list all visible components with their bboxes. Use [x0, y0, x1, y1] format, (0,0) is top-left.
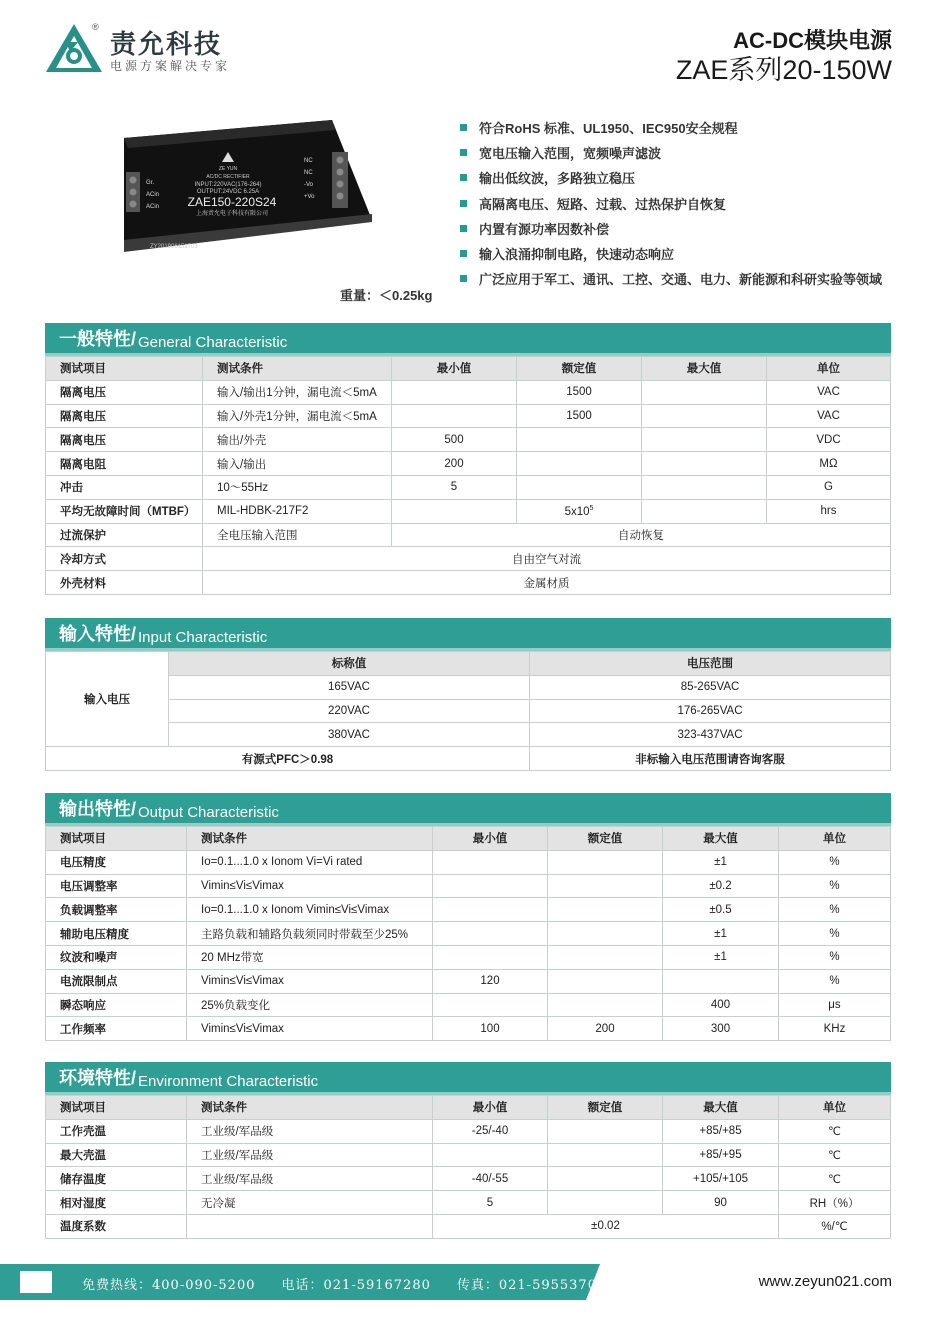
registered-mark: ®	[92, 22, 99, 32]
table-row: 电压精度 Io=0.1...1.0 x Ionom Vi=Vi rated ±1 %	[46, 850, 891, 874]
fax: 传真：021-59553702	[456, 1278, 607, 1293]
hotline: 免费热线：400-090-5200	[82, 1278, 256, 1293]
table-row: 工作壳温 工业级/军品级 -25/-40 +85/+85 ℃	[46, 1119, 891, 1143]
table-row: 过流保护 全电压输入范围 自动恢复	[46, 523, 891, 547]
table-row: 储存温度 工业级/军品级 -40/-55 +105/+105 ℃	[46, 1167, 891, 1191]
website-link[interactable]: www.zeyun021.com	[758, 1273, 892, 1290]
label-brand: ZE YUN	[218, 166, 238, 172]
table-header-row: 输入电压 标称值 电压范围	[46, 652, 891, 676]
table-row: 隔离电压 输出/外壳 500 VDC	[46, 428, 891, 452]
table-row: 外壳材料 金属材质	[46, 571, 891, 595]
input-table	[45, 651, 891, 771]
table-row: 隔离电阻 输入/输出 200 MΩ	[46, 452, 891, 476]
table-row: 冲击 10～55Hz 5 G	[46, 475, 891, 499]
weight-note: 重量：＜0.25kg	[340, 288, 433, 303]
environment-section-header: 环境特性/ Environment Characteristic	[45, 1062, 891, 1092]
mtbf-value: $5x10^5$	[517, 499, 642, 523]
input-section-header: 输入特性/ Input Characteristic	[45, 618, 891, 648]
pin-right-2: NC	[304, 170, 313, 176]
table-row: 平均无故障时间（MTBF） MIL-HDBK-217F2 $5x10^5$ hrs	[46, 499, 891, 523]
square-bullet-icon	[460, 174, 467, 181]
square-bullet-icon	[460, 149, 467, 156]
pin-right-4: +Vo	[304, 194, 315, 200]
table-row: 165VAC 85-265VAC	[46, 675, 891, 699]
pin-right-3: -Vo	[304, 182, 314, 188]
table-row: 工作频率 Vimin≤Vi≤Vimax 100 200 300 KHz	[46, 1017, 891, 1041]
feature-item: 广泛应用于军工、通讯、工控、交通、电力、新能源和科研实验等领域	[460, 266, 882, 291]
brand-slogan: 电源方案解决专家	[110, 59, 231, 73]
table-row: 380VAC 323-437VAC	[46, 723, 891, 747]
feature-item: 内置有源功率因数补偿	[460, 216, 882, 241]
table-row: 有源式PFC＞0.98 非标输入电压范围请咨询客服	[46, 747, 891, 771]
table-row: 电流限制点 Vimin≤Vi≤Vimax 120 %	[46, 969, 891, 993]
table-row: 电压调整率 Vimin≤Vi≤Vimax ±0.2 %	[46, 874, 891, 898]
phone: 电话：021-59167280	[281, 1278, 431, 1293]
feature-item: 宽电压输入范围，宽频噪声滤波	[460, 140, 882, 165]
series-title: ZAE系列20-150W	[675, 55, 892, 85]
table-header-row: 测试项目 测试条件 最小值 额定值 最大值 单位	[46, 827, 891, 851]
output-section-header: 输出特性/ Output Characteristic	[45, 793, 891, 823]
footer-white-block	[20, 1271, 52, 1293]
table-header-row: 测试项目 测试条件 最小值 额定值 最大值 单位	[46, 357, 891, 381]
environment-section	[45, 1062, 891, 1239]
table-row: 隔离电压 输入/输出1分钟，漏电流＜5mA 1500 VAC	[46, 380, 891, 404]
label-type: AC/DC RECTIFIER	[206, 174, 250, 180]
general-section-header: 一般特性/ General Characteristic	[45, 323, 891, 353]
page-title: AC-DC模块电源	[733, 28, 892, 53]
square-bullet-icon	[460, 275, 467, 282]
square-bullet-icon	[460, 225, 467, 232]
table-row: 负载调整率 Io=0.1...1.0 x Ionom Vimin≤Vi≤Vimax ±0.5 %	[46, 898, 891, 922]
square-bullet-icon	[460, 124, 467, 131]
output-table	[45, 826, 891, 1041]
table-row: 220VAC 176-265VAC	[46, 699, 891, 723]
table-row: 冷却方式 自由空气对流	[46, 547, 891, 571]
table-row: 温度系数 ±0.02 %/℃	[46, 1214, 891, 1238]
label-serial: ZY201906151703	[150, 244, 198, 250]
footer-contacts	[82, 1274, 632, 1293]
feature-list	[460, 115, 882, 291]
feature-item: 符合RoHS 标准、UL1950、IEC950安全规程	[460, 115, 882, 140]
table-row: 相对湿度 无冷凝 5 90 RH（%）	[46, 1191, 891, 1215]
general-table	[45, 356, 891, 595]
pin-left-3: ACin	[146, 204, 160, 210]
environment-table	[45, 1095, 891, 1239]
table-row: 最大壳温 工业级/军品级 +85/+95 ℃	[46, 1143, 891, 1167]
pin-right-1: NC	[304, 158, 313, 164]
table-row: 隔离电压 输入/外壳1分钟，漏电流＜5mA 1500 VAC	[46, 404, 891, 428]
general-section	[45, 323, 891, 595]
label-company: 上海责允电子科技有限公司	[195, 211, 269, 217]
brand-name: 责允科技	[110, 29, 223, 59]
output-section	[45, 793, 891, 1041]
pin-left-2: ACin	[146, 192, 160, 198]
feature-item: 高隔离电压、短路、过载、过热保护自恢复	[460, 191, 882, 216]
square-bullet-icon	[460, 250, 467, 257]
table-row: 辅助电压精度 主路负载和辅路负载须同时带载至少25% ±1 %	[46, 922, 891, 946]
table-row: 瞬态响应 25%负载变化 400 μs	[46, 993, 891, 1017]
pin-left-1: Gr.	[146, 180, 155, 186]
label-input: INPUT:220VAC(176-264)	[194, 182, 262, 188]
input-section	[45, 618, 891, 771]
table-row: 纹波和噪声 20 MHz带宽 ±1 %	[46, 945, 891, 969]
feature-item: 输出低纹波，多路独立稳压	[460, 165, 882, 190]
product-image	[114, 110, 374, 260]
table-header-row: 测试项目 测试条件 最小值 额定值 最大值 单位	[46, 1096, 891, 1120]
label-model: ZAE150-220S24	[187, 195, 277, 209]
label-output: OUTPUT:24VDC 6.25A	[196, 189, 260, 195]
square-bullet-icon	[460, 200, 467, 207]
feature-item: 输入浪涌抑制电路，快速动态响应	[460, 241, 882, 266]
